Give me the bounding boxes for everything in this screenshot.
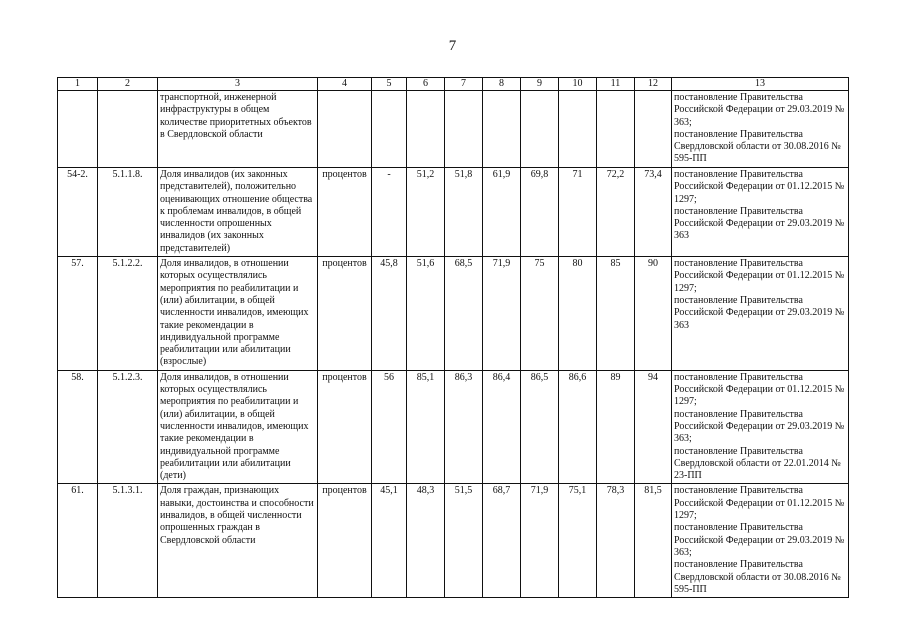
value-cell-col8: 68,7 xyxy=(483,484,521,598)
value-cell-col9: 86,5 xyxy=(521,370,559,484)
value-cell-col6: 51,6 xyxy=(407,257,445,371)
row-number-cell: 54-2. xyxy=(58,168,98,257)
value-cell-col11 xyxy=(597,91,635,168)
value-cell-col10 xyxy=(559,91,597,168)
column-header-13: 13 xyxy=(672,78,849,91)
table-body xyxy=(58,91,849,598)
unit-cell: процентов xyxy=(318,484,372,598)
value-cell-col7 xyxy=(445,91,483,168)
value-cell-col11: 72,2 xyxy=(597,168,635,257)
table-row xyxy=(58,484,849,598)
value-cell-col5 xyxy=(372,91,407,168)
indicators-table xyxy=(57,77,849,598)
value-cell-col9 xyxy=(521,91,559,168)
value-cell-col5: - xyxy=(372,168,407,257)
indicator-code-cell: 5.1.1.8. xyxy=(98,168,158,257)
legal-basis-cell: постановление Правительства Российской Федерации от 01.12.2015 № 1297; постановление Правительства Российской Федерации от 29.03.2019 № 363 xyxy=(672,257,849,371)
value-cell-col9: 71,9 xyxy=(521,484,559,598)
indicator-name-cell: Доля инвалидов (их законных представителей), положительно оценивающих отношение общества к проблемам инвалидов, в общей численности опрошенных инвалидов (их законных представителей) xyxy=(158,168,318,257)
value-cell-col10: 71 xyxy=(559,168,597,257)
column-header-11: 11 xyxy=(597,78,635,91)
value-cell-col7: 51,5 xyxy=(445,484,483,598)
value-cell-col11: 89 xyxy=(597,370,635,484)
row-number-cell xyxy=(58,91,98,168)
value-cell-col8 xyxy=(483,91,521,168)
unit-cell: процентов xyxy=(318,168,372,257)
value-cell-col12: 90 xyxy=(635,257,672,371)
table-row xyxy=(58,91,849,168)
value-cell-col10: 86,6 xyxy=(559,370,597,484)
indicator-name-cell: Доля инвалидов, в отношении которых осуществлялись мероприятия по реабилитации и (или) абилитации, в общей численности инвалидов, имеющих такие рекомендации в индивидуальной программе реабилитации или абилитации (взрослые) xyxy=(158,257,318,371)
indicator-code-cell xyxy=(98,91,158,168)
indicator-name-cell: Доля инвалидов, в отношении которых осуществлялись мероприятия по реабилитации и (или) абилитации, в общей численности инвалидов, имеющих такие рекомендации в индивидуальной программе реабилитации или абилитации (дети) xyxy=(158,370,318,484)
column-header-9: 9 xyxy=(521,78,559,91)
value-cell-col10: 75,1 xyxy=(559,484,597,598)
value-cell-col5: 56 xyxy=(372,370,407,484)
value-cell-col5: 45,8 xyxy=(372,257,407,371)
table-row xyxy=(58,257,849,371)
column-header-7: 7 xyxy=(445,78,483,91)
column-header-6: 6 xyxy=(407,78,445,91)
legal-basis-cell: постановление Правительства Российской Федерации от 01.12.2015 № 1297; постановление Правительства Российской Федерации от 29.03.2019 № 363; постановление Правительства Свердловской области от 30.08.2016 № 595-ПП xyxy=(672,484,849,598)
column-header-3: 3 xyxy=(158,78,318,91)
column-header-4: 4 xyxy=(318,78,372,91)
value-cell-col12: 94 xyxy=(635,370,672,484)
column-header-8: 8 xyxy=(483,78,521,91)
indicator-name-cell: Доля граждан, признающих навыки, достоинства и способности инвалидов, в общей численности опрошенных граждан в Свердловской области xyxy=(158,484,318,598)
unit-cell: процентов xyxy=(318,257,372,371)
row-number-cell: 61. xyxy=(58,484,98,598)
value-cell-col7: 51,8 xyxy=(445,168,483,257)
value-cell-col8: 61,9 xyxy=(483,168,521,257)
column-header-10: 10 xyxy=(559,78,597,91)
unit-cell xyxy=(318,91,372,168)
unit-cell: процентов xyxy=(318,370,372,484)
value-cell-col7: 86,3 xyxy=(445,370,483,484)
indicator-code-cell: 5.1.3.1. xyxy=(98,484,158,598)
value-cell-col11: 85 xyxy=(597,257,635,371)
value-cell-col6 xyxy=(407,91,445,168)
value-cell-col9: 69,8 xyxy=(521,168,559,257)
row-number-cell: 57. xyxy=(58,257,98,371)
value-cell-col12 xyxy=(635,91,672,168)
value-cell-col6: 51,2 xyxy=(407,168,445,257)
legal-basis-cell: постановление Правительства Российской Федерации от 01.12.2015 № 1297; постановление Правительства Российской Федерации от 29.03.2019 № 363 xyxy=(672,168,849,257)
value-cell-col9: 75 xyxy=(521,257,559,371)
legal-basis-cell: постановление Правительства Российской Федерации от 29.03.2019 № 363; постановление Правительства Свердловской области от 30.08.2016 № 595-ПП xyxy=(672,91,849,168)
column-header-1: 1 xyxy=(58,78,98,91)
value-cell-col5: 45,1 xyxy=(372,484,407,598)
column-header-5: 5 xyxy=(372,78,407,91)
column-header-12: 12 xyxy=(635,78,672,91)
legal-basis-cell: постановление Правительства Российской Федерации от 01.12.2015 № 1297; постановление Правительства Российской Федерации от 29.03.2019 № 363; постановление Правительства Свердловской области от 22.01.2014 № 23-ПП xyxy=(672,370,849,484)
indicator-code-cell: 5.1.2.3. xyxy=(98,370,158,484)
indicator-name-cell: транспортной, инженерной инфраструктуры в общем количестве приоритетных объектов в Свердловской области xyxy=(158,91,318,168)
value-cell-col12: 73,4 xyxy=(635,168,672,257)
value-cell-col8: 71,9 xyxy=(483,257,521,371)
column-header-2: 2 xyxy=(98,78,158,91)
value-cell-col6: 48,3 xyxy=(407,484,445,598)
page-number: 7 xyxy=(448,38,457,54)
table-row xyxy=(58,370,849,484)
value-cell-col7: 68,5 xyxy=(445,257,483,371)
value-cell-col12: 81,5 xyxy=(635,484,672,598)
value-cell-col11: 78,3 xyxy=(597,484,635,598)
value-cell-col8: 86,4 xyxy=(483,370,521,484)
value-cell-col10: 80 xyxy=(559,257,597,371)
value-cell-col6: 85,1 xyxy=(407,370,445,484)
header-row xyxy=(58,78,849,91)
indicator-code-cell: 5.1.2.2. xyxy=(98,257,158,371)
table-row xyxy=(58,168,849,257)
row-number-cell: 58. xyxy=(58,370,98,484)
